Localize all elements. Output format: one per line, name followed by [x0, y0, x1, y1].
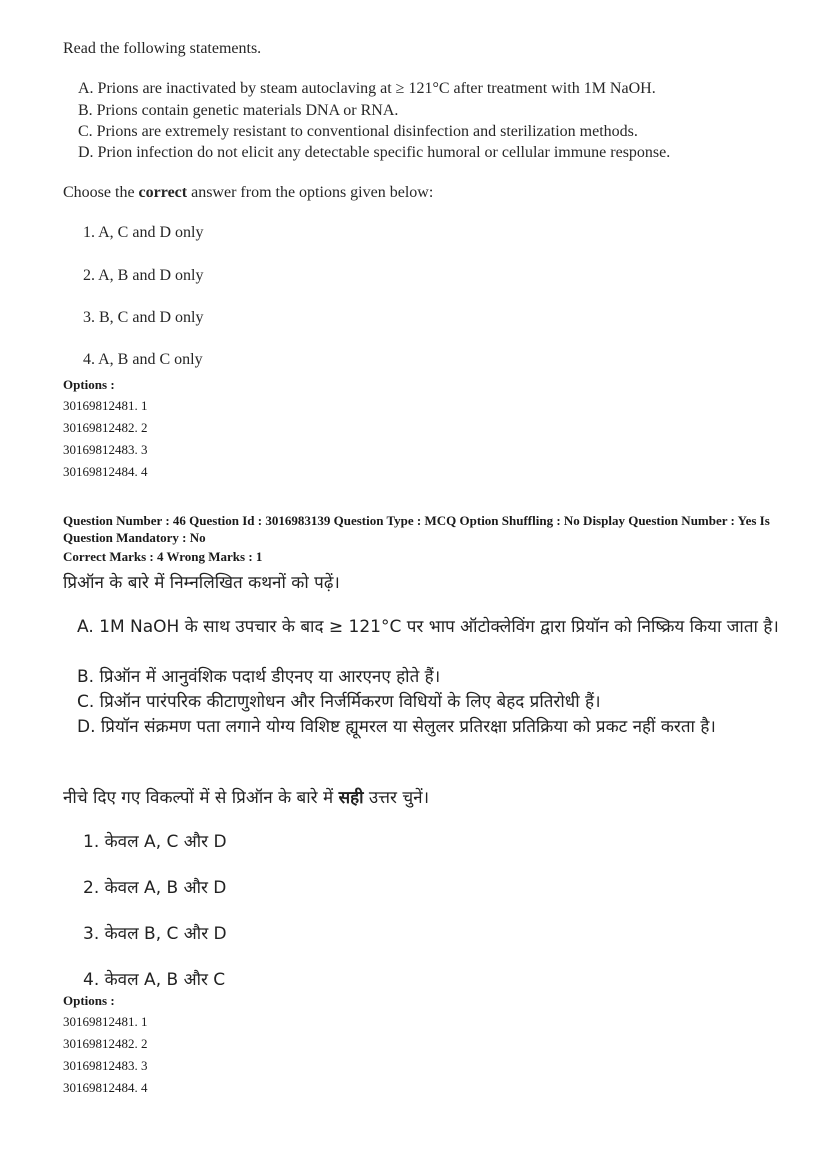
q45-choice-1: 1. A, C and D only [83, 224, 204, 241]
q46-intro: प्रिऑन के बारे में निम्नलिखित कथनों को पढ़ें। [63, 573, 340, 593]
q45-choose-instruction: Choose the correct answer from the options given below: [63, 184, 434, 201]
q45-choice-4: 4. A, B and C only [83, 351, 203, 368]
q46-option-2: 30169812482. 2 [63, 1036, 148, 1051]
q45-option-4: 30169812484. 4 [63, 464, 148, 479]
q46-choice-2: 2. केवल A, B और D [83, 878, 227, 898]
q46-statement-b: B. प्रिऑन में आनुवंशिक पदार्थ डीएनए या आरएनए होते हैं। [77, 667, 441, 687]
q46-marks: Correct Marks : 4 Wrong Marks : 1 [63, 549, 263, 564]
q46-choose-instruction: नीचे दिए गए विकल्पों में से प्रिऑन के बारे में सही उत्तर चुनें। [63, 788, 430, 808]
q46-choice-3: 3. केवल B, C और D [83, 924, 227, 944]
q45-statement-b: B. Prions contain genetic materials DNA or RNA. [78, 102, 399, 119]
q45-intro: Read the following statements. [63, 40, 262, 57]
q45-options-label: Options : [63, 377, 115, 392]
q46-statement-d: D. प्रियॉन संक्रमण पता लगाने योग्य विशिष्ट ह्यूमरल या सेलुलर प्रतिरक्षा प्रतिक्रिया को प्रकट नहीं करता है। [77, 717, 716, 737]
q45-statement-a: A. Prions are inactivated by steam autoclaving at ≥ 121°C after treatment with 1M NaOH. [78, 80, 656, 97]
q46-option-3: 30169812483. 3 [63, 1058, 148, 1073]
q46-statement-c: C. प्रिऑन पारंपरिक कीटाणुशोधन और निर्जर्मिकरण विधियों के लिए बेहद प्रतिरोधी हैं। [77, 692, 601, 712]
q46-option-1: 30169812481. 1 [63, 1014, 148, 1029]
q45-option-2: 30169812482. 2 [63, 420, 148, 435]
q45-statement-c: C. Prions are extremely resistant to conventional disinfection and sterilization methods. [78, 123, 638, 140]
q45-option-1: 30169812481. 1 [63, 398, 148, 413]
q46-meta: Question Number : 46 Question Id : 3016983139 Question Type : MCQ Option Shuffling : No Display Question Number : Yes Is Question Mandatory : No [63, 513, 770, 545]
q46-options-label: Options : [63, 993, 115, 1008]
q46-choice-1: 1. केवल A, C और D [83, 832, 227, 852]
q46-statement-a: A. 1M NaOH के साथ उपचार के बाद ≥ 121°C पर भाप ऑटोक्लेविंग द्वारा प्रियॉन को निष्क्रिय किया जाता है। [77, 617, 779, 637]
q46-option-4: 30169812484. 4 [63, 1080, 148, 1095]
q45-choice-2: 2. A, B and D only [83, 267, 204, 284]
q45-statement-d: D. Prion infection do not elicit any detectable specific humoral or cellular immune response. [78, 144, 671, 161]
q45-option-3: 30169812483. 3 [63, 442, 148, 457]
q45-choice-3: 3. B, C and D only [83, 309, 204, 326]
q46-choice-4: 4. केवल A, B और C [83, 970, 226, 990]
